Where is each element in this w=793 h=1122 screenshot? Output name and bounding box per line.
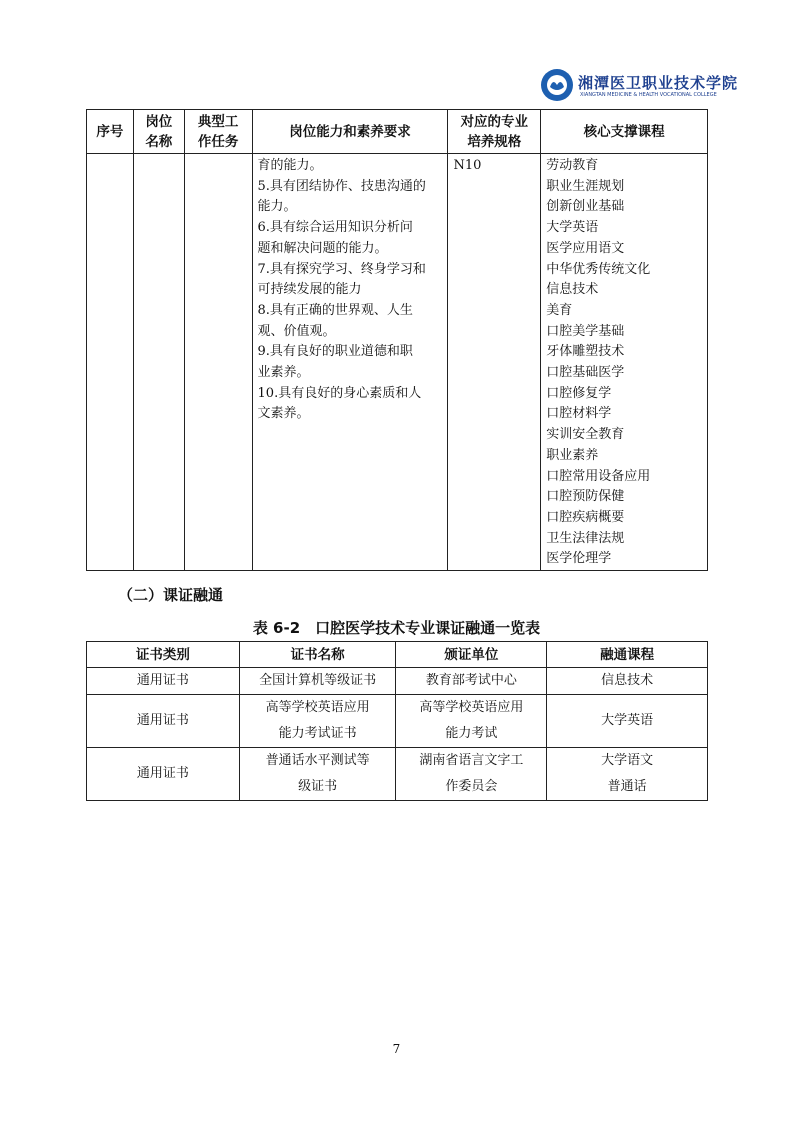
cell-line: 作委员会 (445, 779, 498, 794)
requirement-line: 业素养。 (257, 365, 310, 381)
requirement-line: 可持续发展的能力 (257, 282, 362, 298)
course-item: 口腔材料学 (546, 406, 612, 422)
cell-line: 大学语文 (601, 753, 654, 768)
table-cell (547, 695, 708, 748)
column-header (541, 110, 708, 154)
column-header-text: 岗位名称 (145, 113, 173, 150)
table-row (87, 695, 708, 748)
table-row (87, 154, 708, 571)
requirement-line: 育的能力。 (257, 158, 323, 173)
cell-requirements (252, 154, 448, 571)
course-item: 口腔常用设备应用 (546, 468, 651, 484)
cell-line: 能力考试证书 (278, 726, 357, 741)
table-header-row (87, 642, 708, 668)
cell-line: 通用证书 (136, 766, 189, 781)
requirement-line: 10.具有良好的身心素质和人 (257, 385, 422, 401)
table-row (87, 748, 708, 801)
course-item: 口腔修复学 (546, 385, 612, 401)
course-item: 大学英语 (546, 220, 599, 236)
course-item: 口腔基础医学 (546, 365, 625, 381)
table-cell (547, 668, 708, 695)
cell-task (184, 154, 252, 571)
column-header: 证书名称 (239, 642, 396, 668)
course-item: 医学应用语文 (546, 240, 625, 256)
column-header-line: 核心支撑课程 (583, 123, 665, 140)
table-cell (396, 668, 547, 695)
course-item: 医学伦理学 (546, 551, 612, 567)
cell-line: 教育部考试中心 (425, 673, 517, 688)
course-item: 实训安全教育 (546, 427, 625, 443)
college-name: 湘潭医卫职业技术学院 (578, 74, 739, 92)
course-item: 劳动教育 (546, 158, 599, 173)
requirement-line: 9.具有良好的职业道德和职 (257, 344, 413, 360)
college-subtitle: XIANGTAN MEDICINE & HEALTH VOCATIONAL COLLEGE (580, 92, 717, 98)
column-header-line: 岗位能力和素养要求 (289, 123, 411, 140)
column-header: 颁证单位 (396, 642, 547, 668)
column-header (448, 110, 541, 154)
table-cell (239, 668, 396, 695)
column-header (184, 110, 252, 154)
course-item: 口腔疾病概要 (546, 509, 625, 525)
column-header (133, 110, 184, 154)
column-header-line: 典型工 (197, 113, 239, 130)
course-item: 牙体雕塑技术 (546, 344, 625, 360)
table-cell (547, 748, 708, 801)
column-header-line: 培养规格 (467, 133, 522, 150)
cell-line: 级证书 (298, 779, 338, 794)
column-header: 融通课程 (547, 642, 708, 668)
cell-position (133, 154, 184, 571)
cell-line: 湖南省语言文字工 (419, 753, 524, 768)
requirement-line: 5.具有团结协作、技患沟通的 (257, 178, 426, 194)
column-header: 证书类别 (87, 642, 240, 668)
column-header (87, 110, 134, 154)
table-row (87, 668, 708, 695)
column-header-line: 对应的专业 (460, 113, 529, 130)
course-item: 创新创业基础 (546, 199, 625, 215)
requirement-line: 6.具有综合运用知识分析问 (257, 220, 413, 236)
cell-spec (448, 154, 541, 571)
competency-table (86, 109, 708, 571)
table-cell (87, 748, 240, 801)
cell-line: 大学英语 (601, 713, 654, 728)
requirement-line: 观、价值观。 (257, 323, 336, 339)
cell-line: 通用证书 (136, 713, 189, 728)
table-caption: 表 6-2 口腔医学技术专业课证融通一览表 (252, 619, 541, 637)
cell-line: 能力考试 (445, 726, 498, 741)
cell-line: 高等学校英语应用 (419, 700, 524, 715)
course-item: 信息技术 (546, 282, 599, 298)
cell-courses (541, 154, 708, 571)
requirement-line: 题和解决问题的能力。 (257, 240, 388, 256)
certificate-table (86, 641, 708, 801)
requirement-line: 7.具有探究学习、终身学习和 (257, 261, 426, 277)
section-heading: （二）课证融通 (118, 586, 224, 604)
table-cell (396, 748, 547, 801)
course-item: 职业生涯规划 (546, 178, 625, 194)
table-cell (239, 695, 396, 748)
cell-line: 信息技术 (601, 673, 654, 688)
column-header-line: 作任务 (197, 133, 239, 150)
course-item: 口腔美学基础 (546, 323, 625, 339)
cell-line: 高等学校英语应用 (265, 700, 370, 715)
table-header-row (87, 110, 708, 154)
requirement-line: 能力。 (257, 199, 297, 215)
cell-line: 普通话 (607, 779, 647, 794)
requirement-line: 8.具有正确的世界观、人生 (257, 302, 413, 318)
cell-line: 全国计算机等级证书 (259, 673, 377, 688)
column-header (252, 110, 448, 154)
course-item: 口腔预防保健 (546, 489, 625, 505)
cell-line: 普通话水平测试等 (265, 753, 370, 768)
table-cell (396, 695, 547, 748)
table-cell (87, 668, 240, 695)
page-number: 7 (392, 1042, 401, 1056)
cell-line: 通用证书 (136, 673, 189, 688)
cell-index (87, 154, 134, 571)
requirement-line: 文素养。 (257, 406, 310, 422)
column-header-line: 序号 (96, 123, 124, 140)
course-item: 职业素养 (546, 447, 599, 463)
course-item: 美育 (546, 302, 573, 318)
table-cell (239, 748, 396, 801)
college-emblem-icon (540, 68, 574, 102)
spec-code: N10 (453, 158, 482, 173)
course-item: 卫生法律法规 (546, 530, 625, 546)
table-cell (87, 695, 240, 748)
course-item: 中华优秀传统文化 (546, 261, 651, 277)
